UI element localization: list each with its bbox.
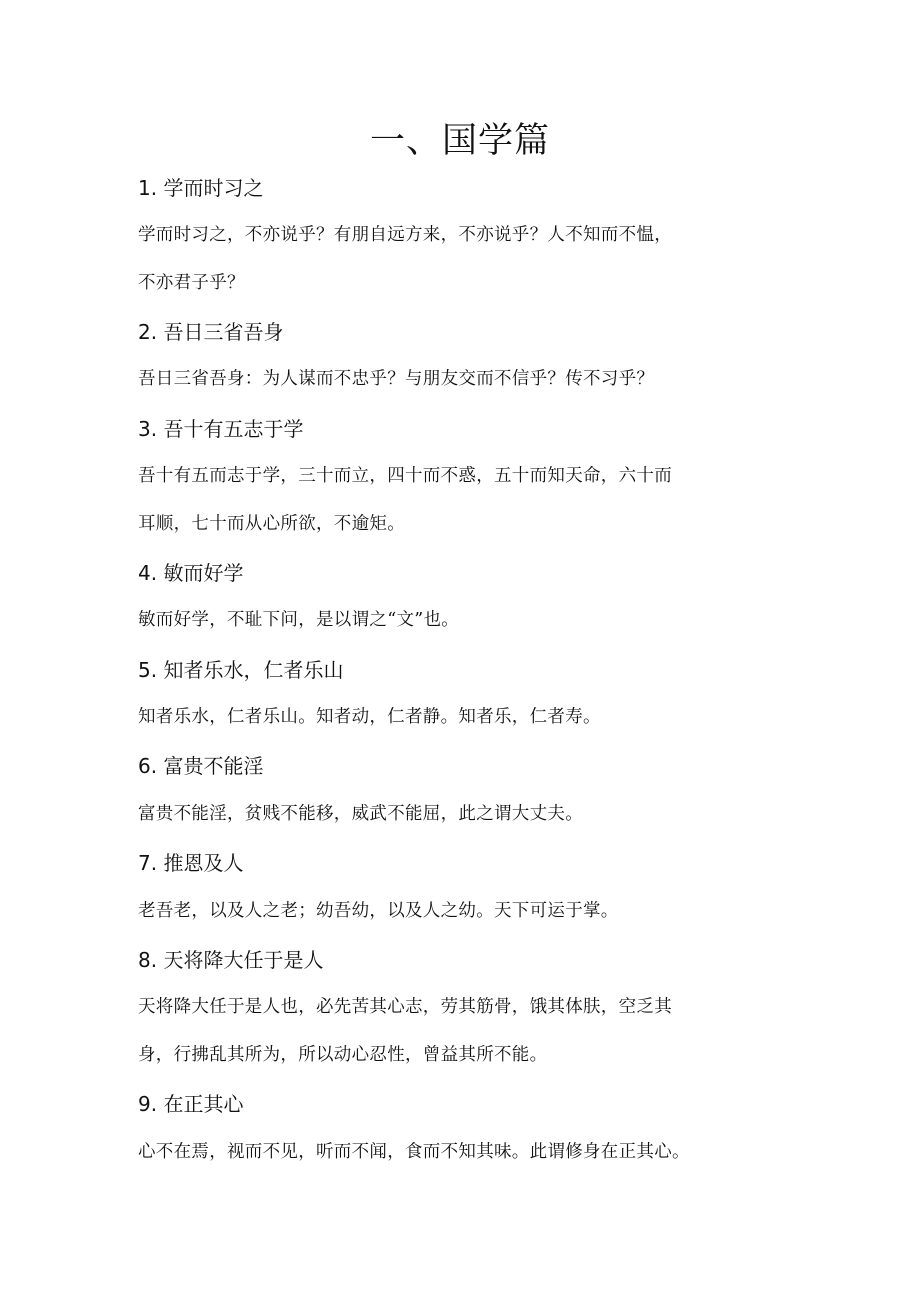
page-title: 一、国学篇 bbox=[369, 121, 550, 161]
section-heading-9: 9. 在正其心 bbox=[138, 1092, 244, 1116]
section-heading-2: 2. 吾日三省吾身 bbox=[138, 320, 284, 344]
section-heading-7: 7. 推恩及人 bbox=[138, 851, 244, 875]
section-text-1-line-2: 不亦君子乎？ bbox=[138, 273, 245, 293]
section-text-6-line-1: 富贵不能淫，贫贱不能移，威武不能屈，此之谓大丈夫。 bbox=[138, 804, 583, 824]
section-heading-1: 1. 学而时习之 bbox=[138, 176, 264, 200]
section-text-4-line-1: 敏而好学，不耻下问，是以谓之“文”也。 bbox=[138, 610, 460, 630]
section-text-3-line-2: 耳顺，七十而从心所欲，不逾矩。 bbox=[138, 514, 405, 534]
section-heading-3: 3. 吾十有五志于学 bbox=[138, 417, 304, 441]
section-heading-5: 5. 知者乐水，仁者乐山 bbox=[138, 658, 344, 682]
section-text-8-line-1: 天将降大任于是人也，必先苦其心志，劳其筋骨，饿其体肤，空乏其 bbox=[138, 997, 672, 1017]
section-heading-6: 6. 富贵不能淫 bbox=[138, 754, 264, 778]
section-text-3-line-1: 吾十有五而志于学，三十而立，四十而不惑，五十而知天命，六十而 bbox=[138, 466, 672, 486]
section-text-2-line-1: 吾日三省吾身：为人谋而不忠乎？与朋友交而不信乎？传不习乎？ bbox=[138, 369, 655, 389]
section-heading-8: 8. 天将降大任于是人 bbox=[138, 948, 324, 972]
section-heading-4: 4. 敏而好学 bbox=[138, 561, 244, 585]
section-text-7-line-1: 老吾老，以及人之老；幼吾幼，以及人之幼。天下可运于掌。 bbox=[138, 901, 619, 921]
section-text-8-line-2: 身，行拂乱其所为，所以动心忍性，曾益其所不能。 bbox=[138, 1045, 548, 1065]
section-text-5-line-1: 知者乐水，仁者乐山。知者动，仁者静。知者乐，仁者寿。 bbox=[138, 707, 601, 727]
section-text-9-line-1: 心不在焉，视而不见，听而不闻，食而不知其味。此谓修身在正其心。 bbox=[138, 1142, 690, 1162]
section-text-1-line-1: 学而时习之，不亦说乎？有朋自远方来，不亦说乎？人不知而不愠， bbox=[138, 225, 672, 245]
